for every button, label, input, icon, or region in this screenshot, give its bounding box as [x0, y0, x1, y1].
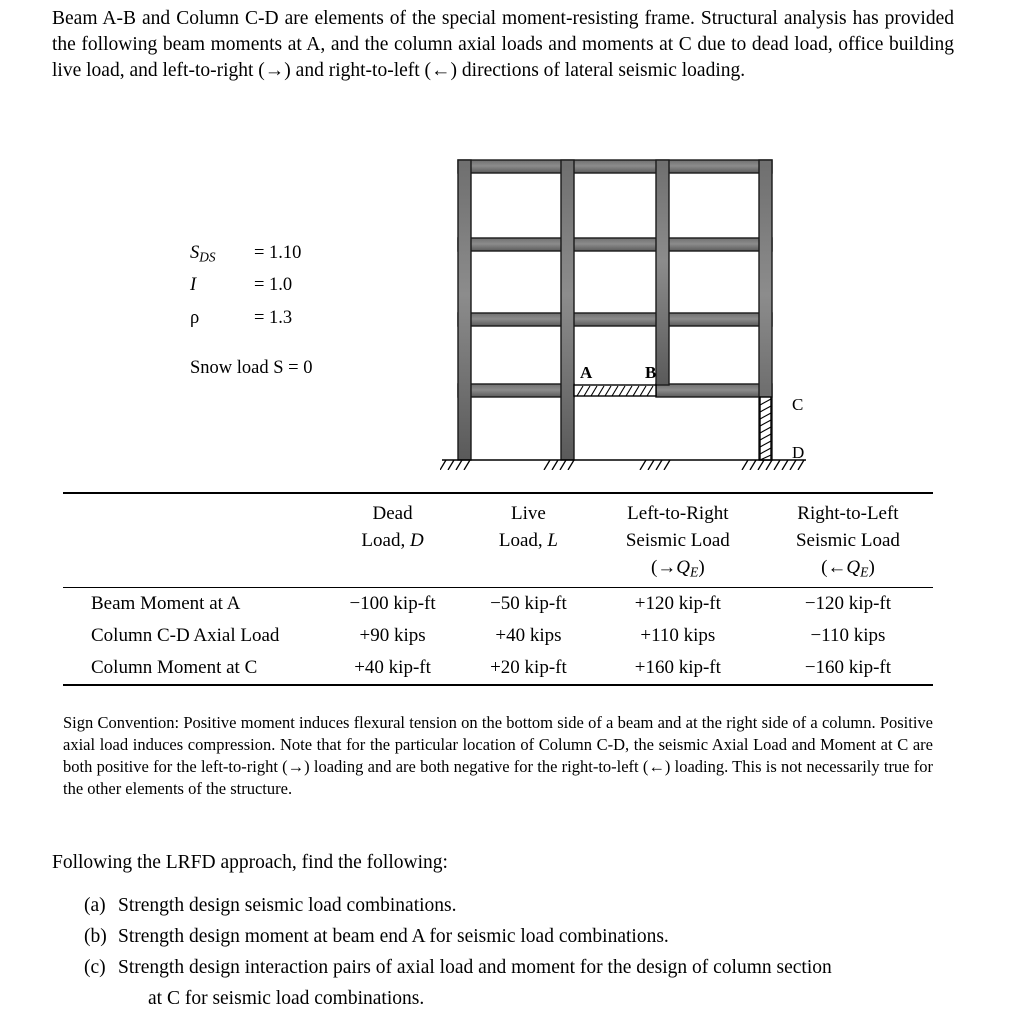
label-b: B: [645, 363, 657, 382]
param-value: = 1.3: [254, 307, 293, 328]
question-text-c-line2: at C for seismic load combinations.: [148, 988, 425, 1009]
table-row: [63, 588, 933, 621]
list-item: [84, 890, 984, 921]
param-symbol: ρ: [190, 307, 200, 328]
cell-beam-rtl: −120 kip-ft: [763, 588, 933, 621]
question-label-a: (a): [84, 895, 106, 916]
param-value: = 1.10: [254, 243, 302, 263]
label-a: A: [580, 363, 593, 382]
header-dead-load-line2: Load, D: [361, 530, 424, 551]
cell-colmom-dead: +40 kip-ft: [321, 652, 464, 685]
table-row: [63, 652, 933, 685]
header-live-load-line2: Load, L: [498, 530, 558, 551]
cell-axial-ltr: +110 kips: [640, 625, 716, 647]
cell-beam-live: −50 kip-ft: [464, 588, 593, 621]
param-symbol: I: [190, 275, 197, 296]
cell-colmom-ltr: +160 kip-ft: [593, 652, 763, 685]
header-rtl-symbol: $(\leftarrow Q_E)$: [821, 557, 875, 580]
beam-a-b-hatched: [574, 385, 656, 396]
param-row: [190, 240, 301, 272]
row-label-beam-moment: Beam Moment at A: [63, 588, 321, 621]
frame-diagram: [440, 150, 840, 470]
question-list: [84, 890, 984, 1014]
cell-colmom-rtl: −160 kip-ft: [763, 652, 933, 685]
header-ltr-seismic: Left-to-Right Seismic Load $(\to Q_E)$: [593, 493, 763, 588]
cell-beam-ltr: +120 kip-ft: [593, 588, 763, 621]
question-label-c: (c): [84, 957, 106, 978]
sign-convention-note: Sign Convention: Positive moment induces flexural tension on the bottom side of a beam and at the right side of a column. Positive axial load induces compression. Note that for the particular location of Column C-D, the seismic Axial Load and Moment at C are both positive for the left-to-right (→) loading and are both negative for the right-to-left (←) loading. This is not necessarily true for the other elements of the structure.: [63, 713, 933, 798]
intro-paragraph: Beam A-B and Column C-D are elements of the special moment-resisting frame. Structural analysis has provided the following beam moments at A, and the column axial loads and moments at C due to dead load, office building live load, and left-to-right (→) and right-to-left (←) directions of lateral seismic loading.: [52, 8, 954, 81]
seismic-parameters: [190, 240, 301, 337]
table-header-row: [63, 493, 933, 588]
cell-axial-live: +40 kips: [495, 625, 562, 647]
header-dead-load: Dead Load, D: [321, 493, 464, 588]
header-blank: [63, 493, 321, 588]
param-row: [190, 305, 301, 337]
cell-axial-rtl: −110 kips: [810, 625, 886, 647]
param-row: [190, 272, 301, 304]
row-label-axial-load: Column C-D Axial Load: [91, 625, 280, 647]
param-symbol: $S_{DS}$: [190, 243, 216, 265]
question-text-c-line1: Strength design interaction pairs of axial load and moment for the design of column section: [118, 957, 832, 978]
param-value: = 1.0: [254, 275, 293, 296]
question-text-b: Strength design moment at beam end A for seismic load combinations.: [118, 926, 669, 947]
list-item: [84, 952, 984, 1014]
question-label-b: (b): [84, 926, 107, 947]
question-text-a: Strength design seismic load combinations.: [118, 895, 457, 916]
cell-axial-dead: +90 kips: [359, 625, 426, 647]
ground-line: [440, 460, 806, 470]
column-c-d-hatched: [760, 397, 771, 460]
label-d: D: [792, 443, 805, 462]
load-table: [63, 492, 933, 686]
header-rtl-seismic: Right-to-Left Seismic Load $(\leftarrow Q_E)$: [763, 493, 933, 588]
header-live-load: Live Load, L: [464, 493, 593, 588]
question-text-c: [118, 952, 984, 1014]
snow-load-note: Snow load S = 0: [190, 358, 313, 378]
label-c: C: [792, 395, 804, 414]
row-label-column-moment: Column Moment at C: [63, 652, 321, 685]
cell-colmom-live: +20 kip-ft: [464, 652, 593, 685]
lead-in-text: Following the LRFD approach, find the following:: [52, 852, 448, 873]
table-row: [63, 620, 933, 652]
cell-beam-dead: −100 kip-ft: [321, 588, 464, 621]
list-item: [84, 921, 984, 952]
header-ltr-symbol: $(\to Q_E)$: [650, 557, 705, 580]
